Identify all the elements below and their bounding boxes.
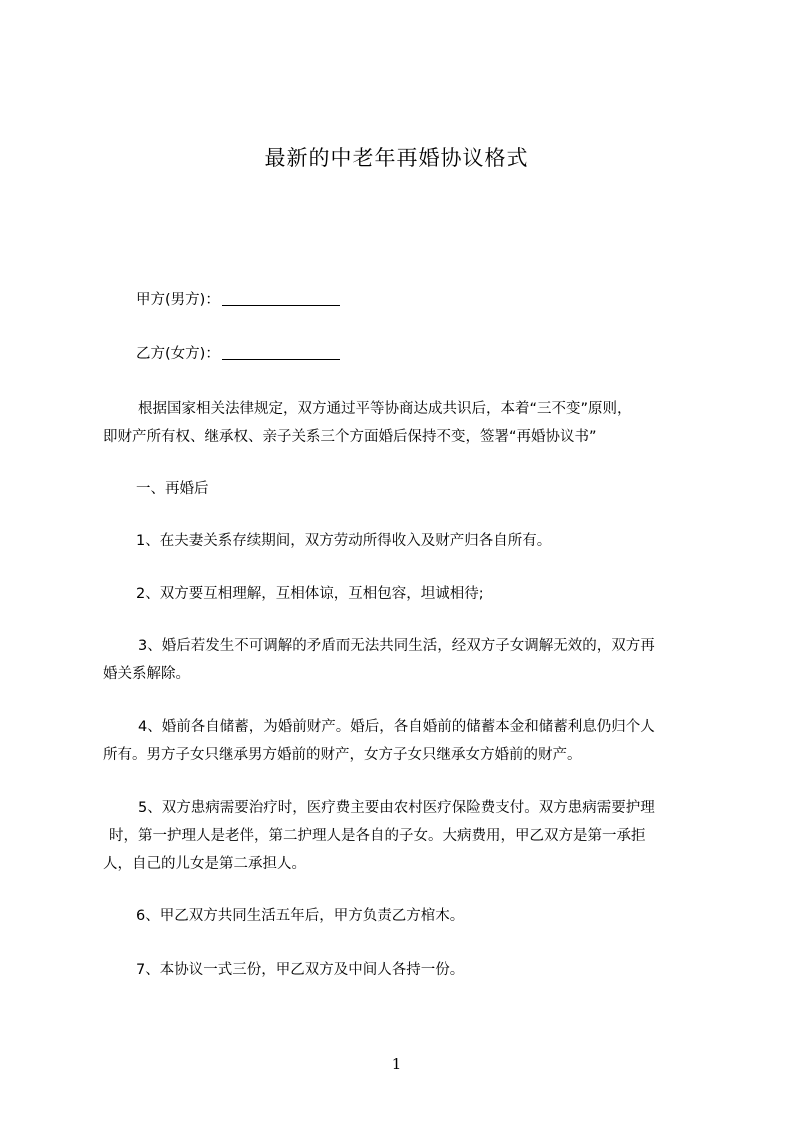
party-b-label: 乙方(女方)： — [136, 346, 220, 362]
party-a-label: 甲方(男方)： — [136, 292, 220, 308]
section-heading: 一、再婚后 — [136, 481, 209, 497]
party-b-blank — [222, 345, 340, 360]
clause-3-line-1: 3、婚后若发生不可调解的矛盾而无法共同生活，经双方子女调解无效的，双方再 — [138, 638, 655, 654]
intro-line-1: 根据国家相关法律规定，双方通过平等协商达成共识后，本着“三不变”原则， — [138, 401, 632, 417]
clause-1: 1、在夫妻关系存续期间，双方劳动所得收入及财产归各自所有。 — [136, 533, 552, 549]
clause-2: 2、双方要互相理解，互相体谅，互相包容，坦诚相待; — [136, 586, 484, 602]
clause-5-line-1: 5、双方患病需要治疗时，医疗费主要由农村医疗保险费支付。双方患病需要护理 — [138, 800, 655, 816]
clause-6: 6、甲乙双方共同生活五年后，甲方负责乙方棺木。 — [136, 908, 465, 924]
page-number: 1 — [391, 1055, 402, 1073]
clause-5-line-3: 人，自己的儿女是第二承担人。 — [103, 856, 306, 872]
clause-4-line-2: 所有。男方子女只继承男方婚前的财产，女方子女只继承女方婚前的财产。 — [103, 747, 582, 763]
party-a-line — [136, 286, 726, 314]
party-a-blank — [222, 291, 340, 306]
clause-7: 7、本协议一式三份，甲乙双方及中间人各持一份。 — [136, 962, 465, 978]
party-b-line — [136, 340, 726, 368]
clause-3-line-2: 婚关系解除。 — [103, 666, 190, 682]
clause-5-line-2: 时，第一护理人是老伴，第二护理人是各自的子女。大病费用，甲乙双方是第一承拒 — [109, 828, 646, 844]
clause-4-line-1: 4、婚前各自储蓄，为婚前财产。婚后，各自婚前的储蓄本金和储蓄利息仍归个人 — [138, 719, 655, 735]
intro-line-2: 即财产所有权、继承权、亲子关系三个方面婚后保持不变，签署“再婚协议书” — [103, 429, 597, 445]
document-title: 最新的中老年再婚协议格式 — [264, 146, 529, 170]
